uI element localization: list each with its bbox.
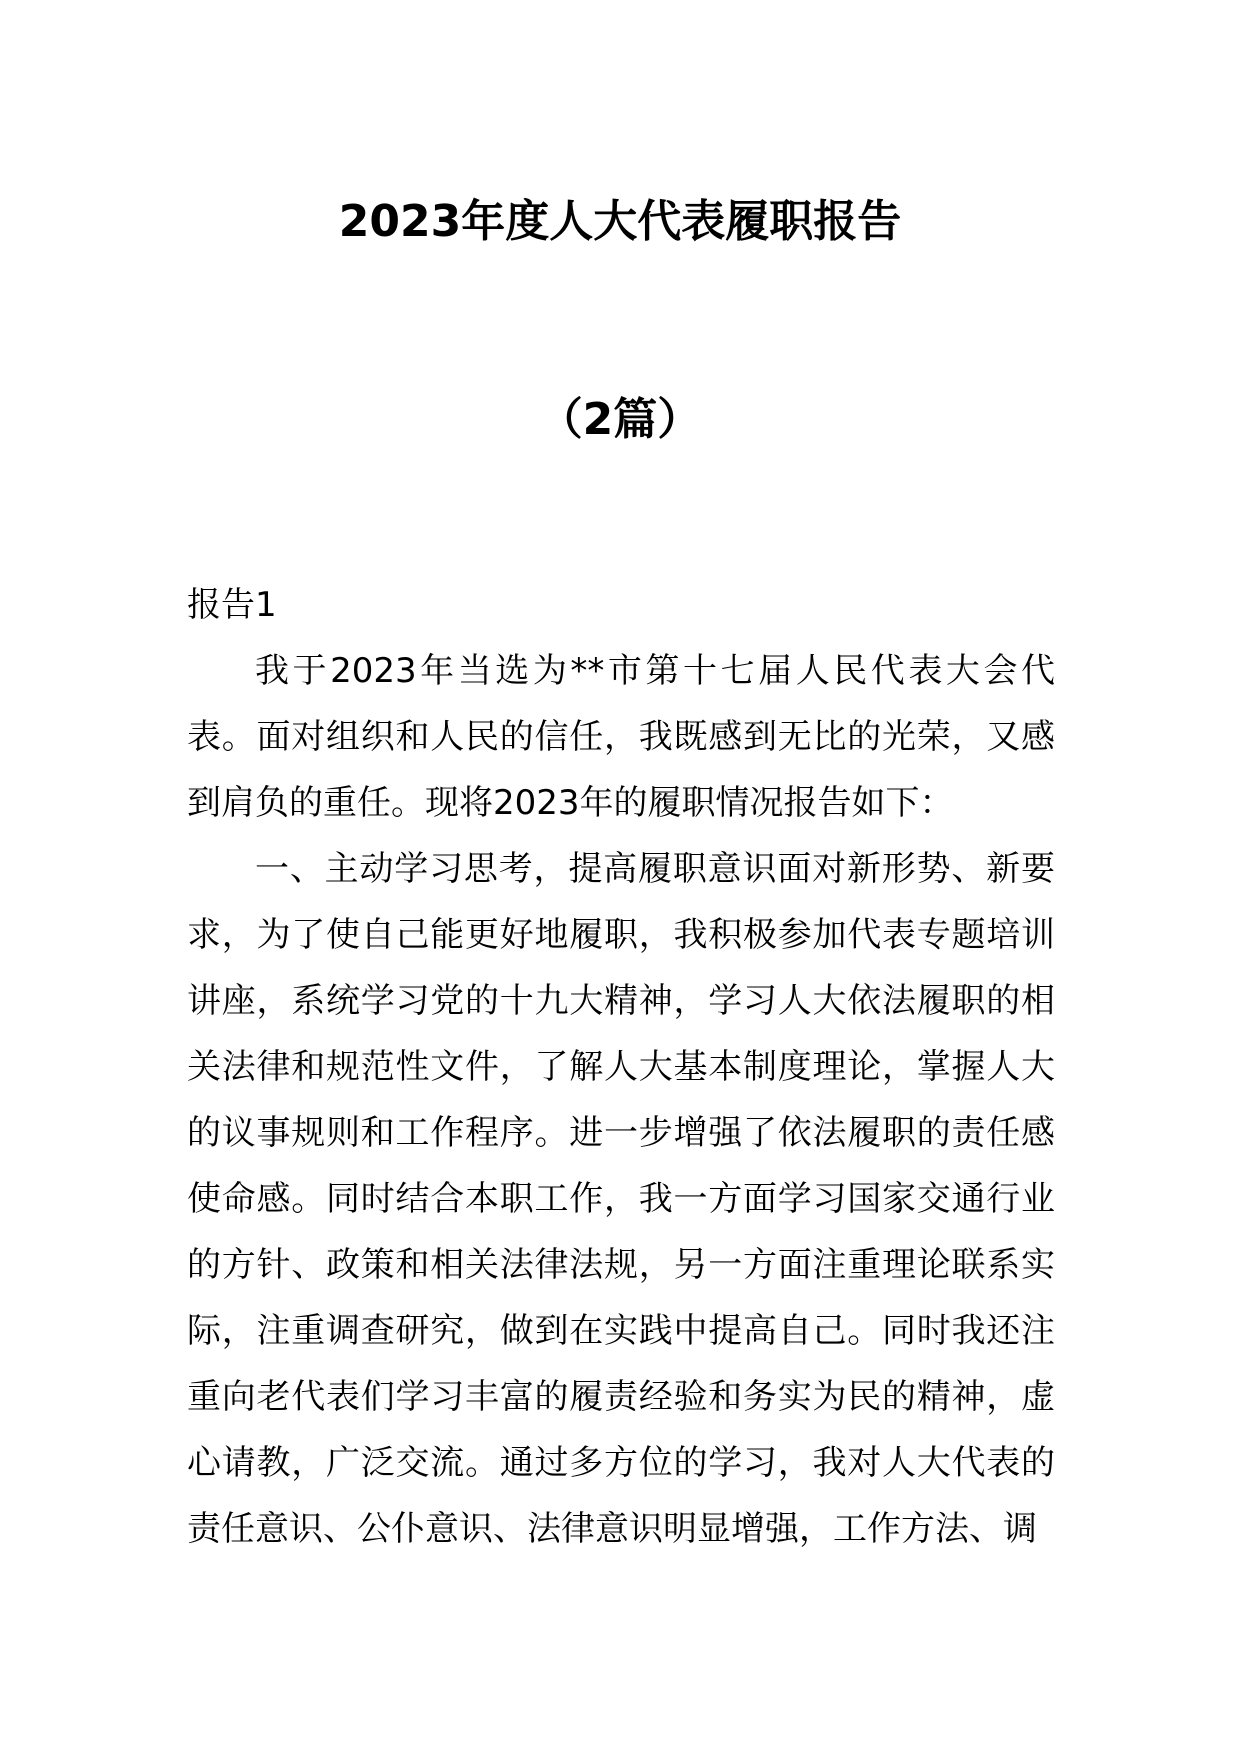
document-subtitle: （2篇） [538,394,702,445]
section-label: 报告1 [187,585,277,625]
paragraph: 我于2023年当选为**市第十七届人民代表大会代表。面对组织和人民的信任，我既感到无比的光荣，又感到肩负的重任。现将2023年的履职情况报告如下： [187,651,1055,823]
document-body [187,572,1055,1562]
paragraph: 一、主动学习思考，提高履职意识面对新形势、新要求，为了使自己能更好地履职，我积极参加代表专题培训讲座，系统学习党的十九大精神，学习人大依法履职的相关法律和规范性文件，了解人大基本制度理论，掌握人大的议事规则和工作程序。进一步增强了依法履职的责任感使命感。同时结合本职工作，我一方面学习国家交通行业的方针、政策和相关法律法规，另一方面注重理论联系实际，注重调查研究，做到在实践中提高自己。同时我还注重向老代表们学习丰富的履责经验和务实为民的精神，虚心请教，广泛交流。通过多方位的学习，我对人大代表的责任意识、公仆意识、法律意识明显增强，工作方法、调 [187,849,1055,1549]
document-title: 2023年度人大代表履职报告 [338,196,902,247]
